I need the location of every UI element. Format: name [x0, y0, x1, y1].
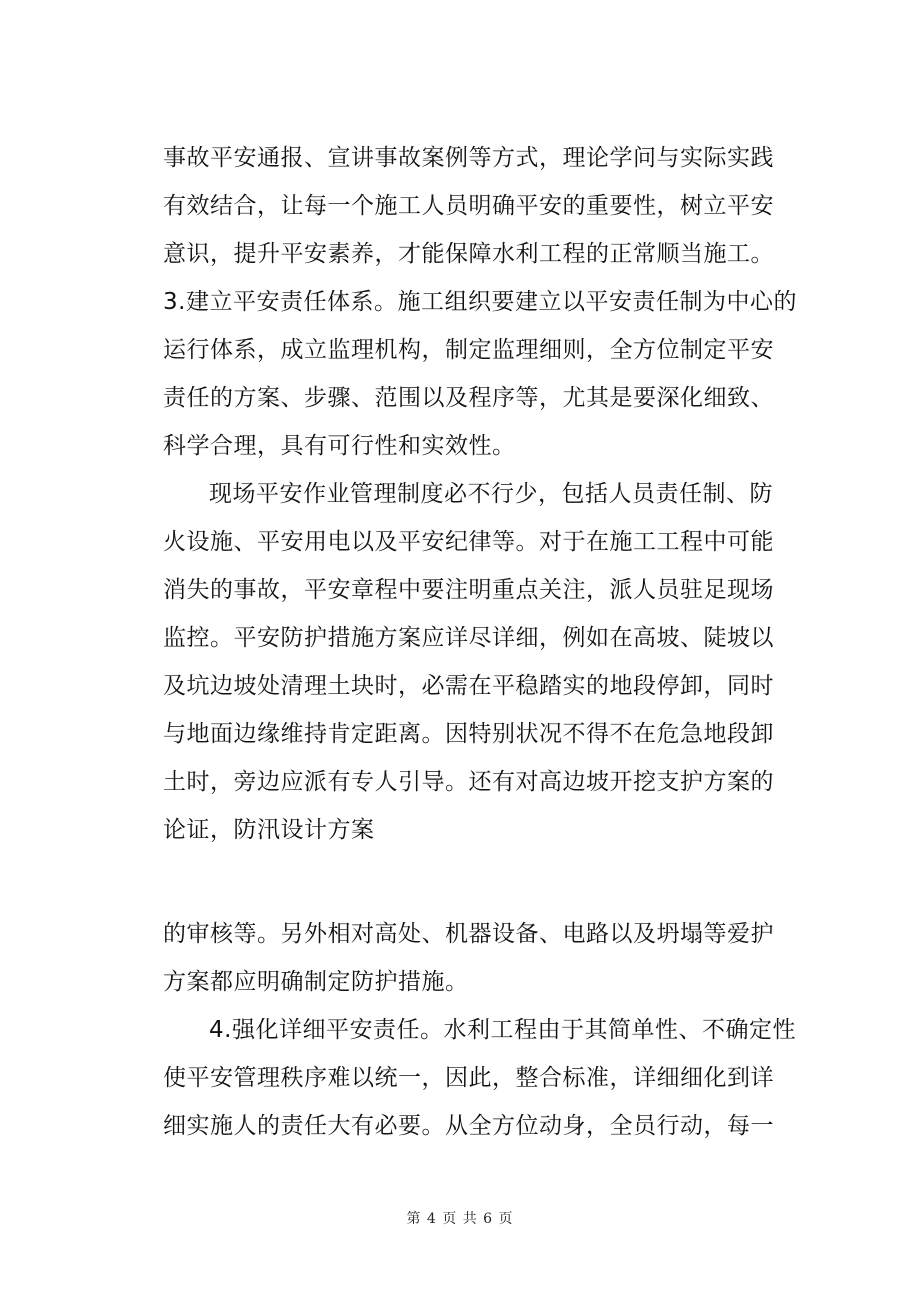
text-line-indented: 4.强化详细平安责任。水利工程由于其简单性、不确定性: [209, 1017, 796, 1043]
text-line: 与地面边缘维持肯定距离。因特别状况不得不在危急地段卸: [163, 721, 774, 747]
text-line: 及坑边坡处清理土块时，必需在平稳踏实的地段停卸，同时: [163, 673, 774, 699]
body-text-block-2: [163, 910, 796, 1150]
text-line: 意识，提升平安素养，才能保障水利工程的正常顺当施工。: [163, 241, 774, 267]
text-line: 监控。平安防护措施方案应详尽详细，例如在高坡、陡坡以: [163, 625, 774, 651]
text-line: 有效结合，让每一个施工人员明确平安的重要性，树立平安: [163, 193, 774, 219]
text-line: 火设施、平安用电以及平安纪律等。对于在施工工程中可能: [163, 529, 774, 555]
text-line: 消失的事故，平安章程中要注明重点关注，派人员驻足现场: [163, 577, 774, 603]
text-line: 方案都应明确制定防护措施。: [163, 969, 469, 995]
text-line: 科学合理，具有可行性和实效性。: [163, 433, 516, 459]
text-line-indented: 现场平安作业管理制度必不行少，包括人员责任制、防: [209, 481, 773, 507]
text-line: 细实施人的责任大有必要。从全方位动身，全员行动，每一: [163, 1113, 774, 1139]
page-number-footer: 第 4 页 共 6 页: [406, 1211, 514, 1227]
text-line: 运行体系，成立监理机构，制定监理细则，全方位制定平安: [163, 337, 774, 363]
text-line: 事故平安通报、宣讲事故案例等方式，理论学问与实际实践: [163, 145, 774, 171]
text-line: 责任的方案、步骤、范围以及程序等，尤其是要深化细致、: [163, 385, 774, 411]
body-text-block-1: [163, 134, 797, 854]
text-line: 论证，防汛设计方案: [163, 817, 375, 843]
text-line: 3.建立平安责任体系。施工组织要建立以平安责任制为中心的: [163, 289, 797, 315]
text-line: 的审核等。另外相对高处、机器设备、电路以及坍塌等爱护: [163, 921, 774, 947]
text-line: 使平安管理秩序难以统一，因此，整合标准，详细细化到详: [163, 1065, 774, 1091]
text-line: 土时，旁边应派有专人引导。还有对高边坡开挖支护方案的: [163, 769, 774, 795]
